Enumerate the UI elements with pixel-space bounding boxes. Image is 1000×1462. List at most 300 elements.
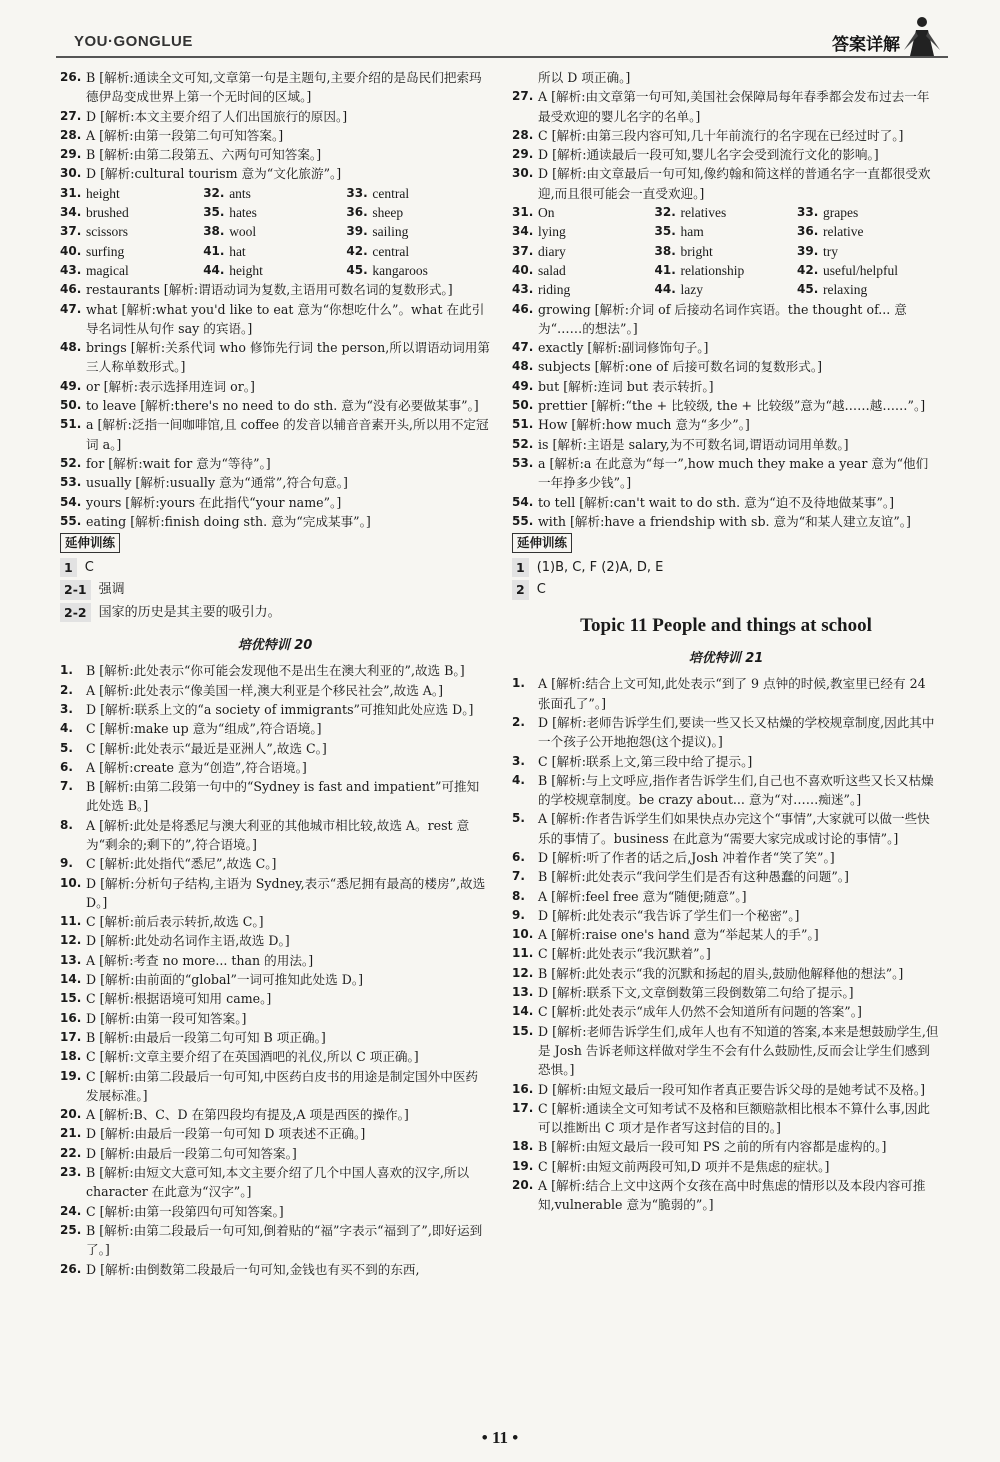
answer-number: 19. <box>512 1158 534 1173</box>
answer-number: 16. <box>60 1010 82 1025</box>
answer-number: 18. <box>512 1139 534 1154</box>
answer-number: 45. <box>797 282 819 297</box>
word-cell <box>346 261 489 280</box>
answer-number: 26. <box>60 70 82 84</box>
answer-item <box>60 951 490 970</box>
answer-number: 44. <box>654 282 676 297</box>
answer-word: diary <box>538 243 566 259</box>
answer-number: 20. <box>512 1178 534 1193</box>
answer-word: height <box>229 262 263 278</box>
answer-word: brushed <box>86 205 129 221</box>
answer-text: A [解析:作者告诉学生们如果快点办完这个“事情”,大家就可以做一些快乐的事情了。business 在此意为“需要大家完成或讨论的事情”。] <box>538 811 930 846</box>
answer-list <box>60 68 490 184</box>
extension-badge: 延伸训练 <box>60 533 120 553</box>
page-header <box>60 26 940 56</box>
answer-item <box>60 700 490 719</box>
word-cell <box>655 222 798 241</box>
answer-item <box>60 874 490 913</box>
answer-item <box>512 454 940 493</box>
answer-number: 29. <box>60 147 82 162</box>
word-cell <box>512 203 655 222</box>
answer-number: 10. <box>512 927 534 942</box>
answer-number: 23. <box>60 1165 82 1180</box>
answer-text: exactly [解析:副词修饰句子。] <box>538 340 709 356</box>
answer-word: central <box>372 185 410 201</box>
extension-list <box>60 558 490 622</box>
answer-item <box>512 1176 940 1215</box>
answer-text: D [解析:由倒数第二段最后一句可知,金钱也有买不到的东西, <box>86 1261 420 1277</box>
answer-item <box>512 674 940 713</box>
answer-word: grapes <box>823 205 859 221</box>
answer-word: magical <box>86 262 129 278</box>
answer-word: try <box>823 243 839 259</box>
answer-number: 34. <box>60 205 82 220</box>
answer-item <box>60 1163 490 1202</box>
answer-item <box>512 357 940 376</box>
answer-number: 26. <box>60 1261 82 1276</box>
answer-number: 33. <box>346 185 368 200</box>
answer-text: D [解析:由最后一段第二句可知答案。] <box>86 1145 297 1161</box>
answer-text: C [解析:由短文前两段可知,D 项并不是焦虑的症状。] <box>538 1158 830 1174</box>
word-row <box>512 222 940 241</box>
answer-item <box>60 719 490 738</box>
answer-word: sailing <box>372 224 409 240</box>
answer-text: C [解析:根据语境可知用 came。] <box>86 991 272 1007</box>
answer-text: a [解析:a 在此意为“每一”,how much they make a year 意为“他们一年挣多少钱”。] <box>538 455 929 491</box>
answer-item <box>512 906 940 925</box>
answer-item <box>512 300 940 339</box>
word-cell <box>203 184 346 203</box>
answer-word: hates <box>229 205 257 221</box>
answer-item <box>60 1028 490 1047</box>
header-rule <box>56 56 948 58</box>
answer-item <box>512 1137 940 1156</box>
answer-text: C [解析:此处表示“最近是亚洲人”,故选 C。] <box>86 740 327 756</box>
answer-number: 28. <box>60 127 82 142</box>
answer-number: 12. <box>512 965 534 980</box>
answer-word: relationship <box>680 262 745 278</box>
section-title: 答案详解 <box>832 35 900 55</box>
answer-text: C [解析:由第二段最后一句可知,中医药白皮书的用途是制定国外中医药发展标准。] <box>86 1068 479 1103</box>
word-grid <box>512 203 940 299</box>
word-row <box>512 242 940 261</box>
page-number: • 11 • <box>481 1428 519 1447</box>
answer-text: B [解析:由最后一段第二句可知 B 项正确。] <box>86 1029 326 1045</box>
answer-text: B [解析:由第二段第五、六两句可知答案。] <box>86 147 322 163</box>
answer-item <box>512 713 940 752</box>
topic-title: Topic 11 People and things at school <box>580 614 872 636</box>
answer-text: D [解析:由最后一段第一句可知 D 项表述不正确。] <box>86 1126 366 1142</box>
answer-number: 36. <box>346 205 368 220</box>
answer-number: 27. <box>60 108 82 123</box>
brand-name: YOU·GONGLUE <box>74 33 193 50</box>
extension-item <box>60 603 490 622</box>
answer-item <box>512 338 940 357</box>
word-row <box>60 242 490 261</box>
answer-text: to leave [解析:there's no need to do sth. 意为“没有必要做某事”。] <box>86 398 479 414</box>
answer-number: 32. <box>654 205 676 220</box>
answer-text: is [解析:主语是 salary,为不可数名词,谓语动词用单数。] <box>538 436 849 452</box>
answer-item <box>512 867 940 886</box>
answer-item <box>60 377 490 396</box>
answer-item <box>60 454 490 473</box>
answer-text: B [解析:通读全文可知,文章第一句是主题句,主要介绍的是岛民们把索玛德伊岛变成世界上第一个无时间的区域。] <box>86 70 482 105</box>
answer-list <box>512 674 940 1214</box>
answer-text: How [解析:how much 意为“多少”。] <box>538 417 750 433</box>
answer-text: usually [解析:usually 意为“通常”,符合句意。] <box>86 475 348 491</box>
answer-word: useful/helpful <box>823 262 899 278</box>
answer-word: kangaroos <box>372 262 428 278</box>
answer-text: D [解析:cultural tourism 意为“文化旅游”。] <box>86 166 342 182</box>
word-cell <box>512 222 655 241</box>
answer-number: 5. <box>512 811 525 826</box>
answer-number: 6. <box>512 849 525 864</box>
answer-number: 3. <box>512 753 525 768</box>
answer-number: 35. <box>654 224 676 239</box>
word-row <box>60 222 490 241</box>
answer-item <box>512 1157 940 1176</box>
answer-number: 24. <box>60 1203 82 1218</box>
word-cell <box>203 222 346 241</box>
answer-number: 22. <box>60 1145 82 1160</box>
answer-item <box>60 1047 490 1066</box>
answer-list <box>60 280 490 531</box>
answer-item <box>60 126 490 145</box>
answer-number: 11. <box>60 914 82 929</box>
answer-text: D [解析:听了作者的话之后,Josh 冲着作者“笑了笑”。] <box>538 849 835 865</box>
answer-item <box>60 280 490 299</box>
answer-item <box>60 758 490 777</box>
word-cell <box>655 261 798 280</box>
word-cell <box>346 222 489 241</box>
answer-text: D [解析:由短文最后一段可知作者真正要告诉父母的是她考试不及格。] <box>538 1081 926 1097</box>
answer-number: 12. <box>60 933 82 948</box>
answer-item <box>512 87 940 126</box>
word-row <box>512 261 940 280</box>
answer-item <box>512 983 940 1002</box>
word-cell <box>512 242 655 261</box>
answer-number: 48. <box>60 340 82 355</box>
answer-item <box>512 887 940 906</box>
answer-text: C [解析:前后表示转折,故选 C。] <box>86 914 264 930</box>
answer-number: 13. <box>512 985 534 1000</box>
word-grid <box>60 184 490 280</box>
answer-text: A [解析:结合上文可知,此处表示“到了 9 点钟的时候,教室里已经有 24 张面孔了”。] <box>538 676 926 711</box>
answer-number: 8. <box>512 888 525 903</box>
extension-number: 1 <box>512 558 529 577</box>
answer-text: 所以 D 项正确。] <box>538 70 631 85</box>
answer-item <box>512 512 940 531</box>
answer-text: C [解析:文章主要介绍了在英国酒吧的礼仪,所以 C 项正确。] <box>86 1049 419 1065</box>
answer-number: 25. <box>60 1222 82 1237</box>
word-row <box>60 184 490 203</box>
answer-number: 50. <box>512 398 534 413</box>
answer-item <box>60 739 490 758</box>
answer-number: 40. <box>60 243 82 258</box>
answer-word: relaxing <box>823 282 868 298</box>
extension-number: 2-2 <box>60 603 91 622</box>
answer-number: 39. <box>346 224 368 239</box>
word-cell <box>797 280 940 299</box>
answer-text: to tell [解析:can't wait to do sth. 意为“迫不及待地做某事”。] <box>538 494 895 510</box>
answer-text: D [解析:此处表示“我告诉了学生们一个秘密”。] <box>538 907 800 923</box>
answer-word: ham <box>680 224 704 240</box>
word-cell <box>346 242 489 261</box>
answer-number: 41. <box>203 243 225 258</box>
answer-text: A [解析:结合上文中这两个女孩在高中时焦虑的情形以及本段内容可推知,vulnerable 意为“脆弱的”。] <box>538 1178 926 1213</box>
word-cell <box>512 261 655 280</box>
extension-list <box>512 558 940 600</box>
answer-text: a [解析:泛指一间咖啡馆,且 coffee 的发音以辅音音素开头,所以用不定冠词 a。] <box>86 417 489 452</box>
answer-text: A [解析:raise one's hand 意为“举起某人的手”。] <box>538 927 819 943</box>
answer-number: 53. <box>512 455 534 470</box>
answer-number: 33. <box>797 205 819 220</box>
answer-word: ants <box>229 185 251 201</box>
answer-word: central <box>372 243 410 259</box>
answer-text: A [解析:此处表示“像美国一样,澳大利亚是个移民社会”,故选 A。] <box>86 682 444 698</box>
answer-number: 51. <box>512 417 534 432</box>
answer-list <box>512 68 940 203</box>
answer-number: 28. <box>512 127 534 142</box>
answer-text: A [解析:由文章第一句可知,美国社会保障局每年春季都会发布过去一年最受欢迎的婴儿名字的名单。] <box>538 89 930 124</box>
extension-answer: 国家的历史是其主要的吸引力。 <box>98 604 281 620</box>
answer-word: surfing <box>86 243 125 259</box>
word-cell <box>797 203 940 222</box>
word-cell <box>346 184 489 203</box>
training-heading: 培优特训 21 <box>688 651 764 667</box>
answer-text: yours [解析:yours 在此指代“your name”。] <box>86 494 342 510</box>
answer-number: 51. <box>60 417 82 432</box>
answer-item <box>60 1067 490 1106</box>
answer-item <box>60 338 490 377</box>
answer-item <box>60 1105 490 1124</box>
answer-word: height <box>86 185 120 201</box>
answer-number: 38. <box>654 243 676 258</box>
answer-item <box>60 164 490 183</box>
answer-number: 7. <box>512 869 525 884</box>
answer-number: 3. <box>60 701 73 716</box>
extension-number: 1 <box>60 558 77 577</box>
answer-number: 14. <box>60 972 82 987</box>
answer-item <box>60 1221 490 1260</box>
answer-item <box>512 752 940 771</box>
answer-number: 21. <box>60 1126 82 1141</box>
answer-number: 30. <box>60 166 82 181</box>
answer-word: hat <box>229 243 246 259</box>
answer-word: riding <box>538 282 571 298</box>
word-row <box>512 280 940 299</box>
answer-number: 29. <box>512 147 534 162</box>
answer-text: restaurants [解析:谓语动词为复数,主语用可数名词的复数形式。] <box>86 282 453 298</box>
answer-number: 18. <box>60 1049 82 1064</box>
answer-text: C [解析:此处表示“我沉默着”。] <box>538 946 711 962</box>
word-cell <box>60 242 203 261</box>
answer-number: 46. <box>512 301 534 316</box>
answer-word: relatives <box>680 205 727 221</box>
answer-word: lazy <box>680 282 704 298</box>
answer-text: A [解析:考查 no more... than 的用法。] <box>86 952 314 968</box>
extension-item <box>60 558 490 577</box>
answer-number: 9. <box>60 856 73 871</box>
answer-number: 30. <box>512 166 534 181</box>
answer-word: On <box>538 205 555 221</box>
answer-number: 43. <box>512 282 534 297</box>
answer-text: B [解析:与上文呼应,指作者告诉学生们,自己也不喜欢听这些又长又枯燥的学校规章制度。be crazy about... 意为“对……痴迷”。] <box>538 772 934 808</box>
answer-item <box>512 1022 940 1080</box>
word-cell <box>203 242 346 261</box>
answer-word: sheep <box>372 205 404 221</box>
answer-item <box>512 415 940 434</box>
answer-item <box>60 107 490 126</box>
answer-number: 4. <box>512 772 525 787</box>
answer-item <box>512 1080 940 1099</box>
answer-text: D [解析:分析句子结构,主语为 Sydney,表示“悉尼拥有最高的楼房”,故选 D。] <box>86 875 486 910</box>
word-cell <box>655 242 798 261</box>
answer-text: B [解析:由短文最后一段可知 PS 之前的所有内容都是虚构的。] <box>538 1139 887 1155</box>
answer-text: C [解析:此处表示“成年人仍然不会知道所有问题的答案”。] <box>538 1004 862 1020</box>
answer-item <box>512 1002 940 1021</box>
answer-number: 42. <box>797 262 819 277</box>
answer-item <box>60 1144 490 1163</box>
answer-number: 15. <box>512 1023 534 1038</box>
answer-item <box>60 1009 490 1028</box>
answer-item <box>512 809 940 848</box>
answer-text: D [解析:通读最后一段可知,婴儿名字会受到流行文化的影响。] <box>538 147 879 163</box>
answer-item <box>60 1260 490 1279</box>
answer-text: D [解析:老师告诉学生们,成年人也有不知道的答案,本来是想鼓励学生,但是 Josh 告诉老师这样做对学生不会有什么鼓励性,反而会让学生们感到恐惧。] <box>538 1023 939 1078</box>
answer-text: D [解析:联系下文,文章倒数第三段倒数第二句给了提示。] <box>538 985 854 1001</box>
answer-number: 43. <box>60 262 82 277</box>
answer-text: prettier [解析:“the + 比较级, the + 比较级”意为“越……越……”。] <box>538 398 926 414</box>
answer-item <box>512 848 940 867</box>
answer-item <box>60 145 490 164</box>
word-cell <box>60 203 203 222</box>
answer-item <box>512 925 940 944</box>
answer-item <box>60 970 490 989</box>
answer-number: 46. <box>60 282 82 297</box>
answer-text: subjects [解析:one of 后接可数名词的复数形式。] <box>538 359 823 375</box>
answer-number: 2. <box>60 682 73 697</box>
answer-item <box>512 964 940 983</box>
word-cell <box>203 203 346 222</box>
answer-item <box>60 1124 490 1143</box>
answer-item <box>512 126 940 145</box>
answer-number: 36. <box>797 224 819 239</box>
answer-item <box>60 681 490 700</box>
answer-number: 39. <box>797 243 819 258</box>
answer-number: 42. <box>346 243 368 258</box>
answer-number: 41. <box>654 262 676 277</box>
answer-number: 17. <box>512 1100 534 1115</box>
answer-item <box>60 912 490 931</box>
answer-number: 20. <box>60 1107 82 1122</box>
word-cell <box>655 280 798 299</box>
answer-text: A [解析:此处是将悉尼与澳大利亚的其他城市相比较,故选 A。rest 意为“剩余的;剩下的”,符合语境。] <box>86 817 470 852</box>
word-row <box>512 203 940 222</box>
answer-text: B [解析:此处表示“我的沉默和扬起的眉头,鼓励他解释他的想法”。] <box>538 965 904 981</box>
answer-text: B [解析:此处表示“我问学生们是否有这种愚蠢的问题”。] <box>538 869 849 885</box>
answer-number: 49. <box>60 378 82 393</box>
right-column <box>512 68 940 1215</box>
word-cell <box>346 203 489 222</box>
word-row <box>60 203 490 222</box>
answer-number: 48. <box>512 359 534 374</box>
answer-item <box>60 931 490 950</box>
answer-text: B [解析:由第二段第一句中的“Sydney is fast and impatient”可推知此处选 B。] <box>86 779 480 814</box>
answer-text: C [解析:由第一段第四句可知答案。] <box>86 1203 284 1219</box>
word-cell <box>655 203 798 222</box>
answer-text: D [解析:此处动名词作主语,故选 D。] <box>86 933 290 949</box>
answer-number: 32. <box>203 185 225 200</box>
extension-item <box>60 580 490 599</box>
answer-number: 15. <box>60 991 82 1006</box>
answer-item <box>60 473 490 492</box>
answer-number: 27. <box>512 89 534 104</box>
answer-item <box>60 989 490 1008</box>
word-cell <box>797 261 940 280</box>
answer-text: D [解析:由第一段可知答案。] <box>86 1010 247 1026</box>
answer-number: 13. <box>60 952 82 967</box>
answer-item <box>512 771 940 810</box>
answer-number: 5. <box>60 740 73 755</box>
answer-item <box>512 944 940 963</box>
answer-text: B [解析:由短文大意可知,本文主要介绍了几个中国人喜欢的汉字,所以 character 在此意为“汉字”。] <box>86 1165 470 1200</box>
answer-item <box>60 1202 490 1221</box>
extension-item <box>512 580 940 599</box>
answer-text: C [解析:make up 意为“组成”,符合语境。] <box>86 721 322 737</box>
answer-number: 7. <box>60 779 73 794</box>
word-cell <box>60 222 203 241</box>
answer-number: 10. <box>60 875 82 890</box>
answer-number: 1. <box>512 676 525 691</box>
answer-text: D [解析:联系上文的“a society of immigrants”可推知此处应选 D。] <box>86 701 474 717</box>
word-cell <box>797 222 940 241</box>
answer-item <box>512 493 940 512</box>
training-heading: 培优特训 20 <box>237 638 313 654</box>
mascot-icon <box>902 14 942 58</box>
answer-number: 19. <box>60 1068 82 1083</box>
answer-item <box>512 396 940 415</box>
answer-number: 47. <box>60 301 82 316</box>
answer-text: growing [解析:介词 of 后接动名词作宾语。the thought of... 意为“……的想法”。] <box>538 301 907 336</box>
answer-item <box>60 68 490 107</box>
answer-text: C [解析:联系上文,第三段中给了提示。] <box>538 753 753 769</box>
answer-number: 50. <box>60 398 82 413</box>
answer-number: 47. <box>512 340 534 355</box>
answer-text: A [解析:feel free 意为“随便;随意”。] <box>538 888 747 904</box>
answer-number: 37. <box>60 224 82 239</box>
answer-list <box>512 300 940 532</box>
word-cell <box>60 261 203 280</box>
answer-text: eating [解析:finish doing sth. 意为“完成某事”。] <box>86 513 371 529</box>
answer-text: with [解析:have a friendship with sb. 意为“和某人建立友谊”。] <box>538 513 911 529</box>
answer-text: D [解析:由前面的“global”一词可推知此处选 D。] <box>86 972 364 988</box>
answer-number: 52. <box>512 436 534 451</box>
answer-number: 40. <box>512 262 534 277</box>
answer-text: D [解析:老师告诉学生们,要读一些又长又枯燥的学校规章制度,因此其中一个孩子公开地抱怨(这个提议)。] <box>538 714 935 750</box>
answer-word: lying <box>538 224 566 240</box>
extension-number: 2-1 <box>60 580 91 599</box>
answer-number: 16. <box>512 1081 534 1096</box>
answer-item <box>60 300 490 339</box>
answer-text: but [解析:连词 but 表示转折。] <box>538 378 714 394</box>
answer-word: bright <box>680 243 713 259</box>
answer-text: A [解析:由第一段第二句可知答案。] <box>86 127 284 143</box>
answer-number: 17. <box>60 1029 82 1044</box>
answer-text: C [解析:通读全文可知考试不及格和巨额赔款相比根本不算什么事,因此可以推断出 C 项才是作者写这封信的目的。] <box>538 1100 931 1136</box>
answer-number: 11. <box>512 946 534 961</box>
word-cell <box>60 184 203 203</box>
